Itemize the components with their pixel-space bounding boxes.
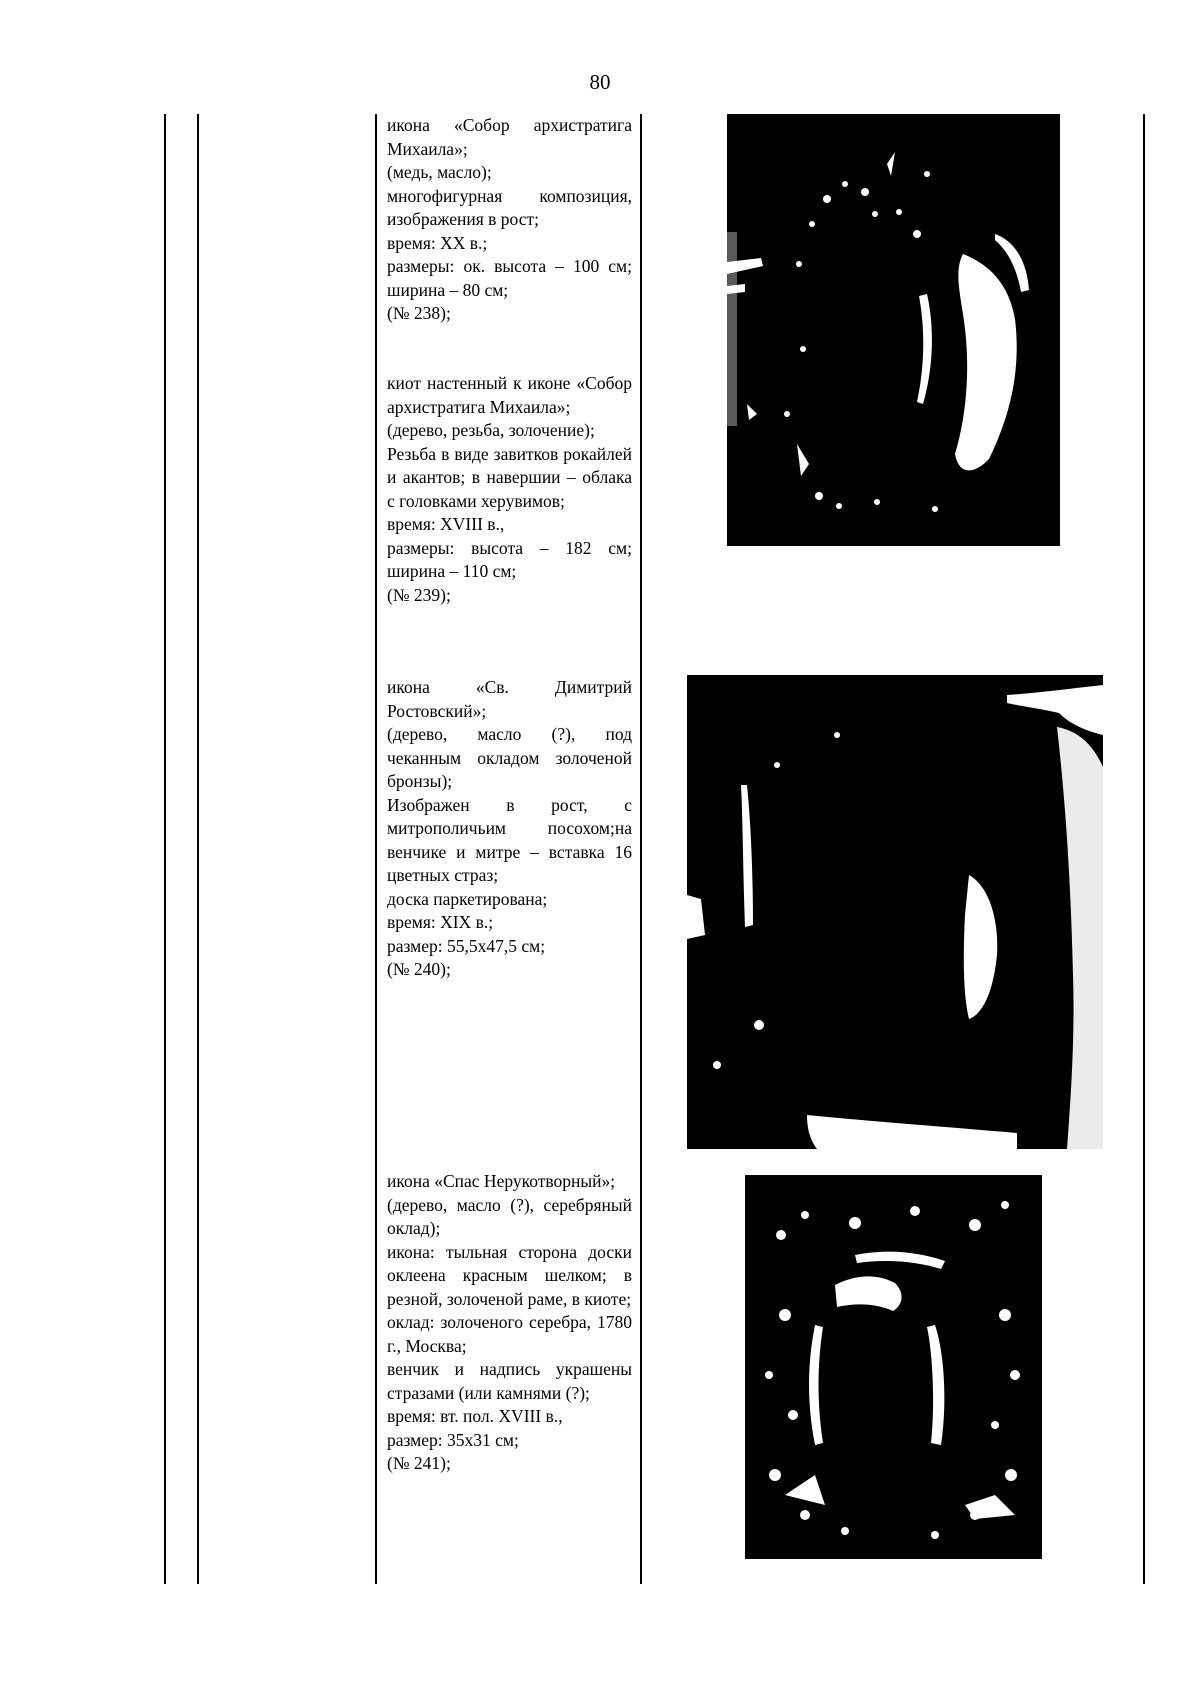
table-border-left: [164, 114, 166, 1584]
entry-material: (дерево, масло (?), серебряный оклад);: [387, 1194, 632, 1238]
entry-number: (№ 239);: [387, 584, 451, 605]
entry-number: (№ 241);: [387, 1453, 451, 1473]
entry-condition: доска паркетирована;: [387, 888, 548, 909]
table-border-right: [1143, 114, 1145, 1584]
entry-title: икона «Спас Нерукотворный»;: [387, 1171, 616, 1191]
entry-date: время: XIX в.;: [387, 912, 494, 932]
table-column-divider-1: [197, 114, 199, 1584]
catalog-entry-240: [387, 676, 632, 982]
table-column-divider-3: [640, 114, 642, 1584]
entry-title: икона «Собор архистратига Михаила»;: [387, 115, 632, 159]
photo-icon-sobor-arkhistratiga: [727, 114, 1060, 546]
entry-description: многофигурная композиция, изображения в рост;: [387, 185, 632, 229]
catalog-entry-241: [387, 1170, 632, 1476]
entry-oklad: оклад: золоченого серебра, 1780 г., Москва;: [387, 1312, 632, 1356]
entry-date: время: XVIII в.,: [387, 514, 505, 534]
table-column-divider-2: [375, 114, 377, 1584]
entry-material: (дерево, масло (?), под чеканным окладом золоченой бронзы);: [387, 724, 632, 791]
catalog-entry-239: [387, 372, 632, 607]
entry-size: размер: 55,5х47,5 см;: [387, 935, 546, 956]
entry-decoration: венчик и надпись украшены стразами (или камнями (?);: [387, 1359, 632, 1403]
entry-size: размеры: ок. высота – 100 см; ширина – 80 см;: [387, 256, 632, 300]
catalog-entry-238: [387, 114, 632, 326]
entry-description: икона: тыльная сторона доски оклеена красным шелком; в резной, золоченой раме, в киоте;: [387, 1241, 632, 1309]
entry-size: размер: 35х31 см;: [387, 1429, 519, 1450]
page-number: 80: [589, 70, 611, 94]
entry-date: время: XX в.;: [387, 232, 488, 253]
entry-description: Изображен в рост, с митрополичьим посохом;на венчике и митре – вставка 16 цветных страз;: [387, 794, 632, 885]
entry-description: Резьба в виде завитков рокайлей и акантов; в навершии – облака с головками херувимов;: [387, 443, 632, 511]
entry-title: икона «Св. Димитрий Ростовский»;: [387, 677, 632, 721]
photo-icon-spas-nerukotvornyy: [745, 1175, 1042, 1559]
entry-material: (медь, масло);: [387, 162, 492, 182]
entry-material: (дерево, резьба, золочение);: [387, 420, 595, 440]
entry-number: (№ 238);: [387, 303, 451, 323]
entry-size: размеры: высота – 182 см; ширина – 110 см;: [387, 537, 632, 581]
entry-number: (№ 240);: [387, 959, 451, 979]
entry-date: время: вт. пол. XVIII в.,: [387, 1406, 563, 1426]
photo-icon-sv-dimitriy-rostovskiy: [687, 675, 1103, 1149]
entry-title: киот настенный к иконе «Собор архистратига Михаила»;: [387, 373, 632, 417]
